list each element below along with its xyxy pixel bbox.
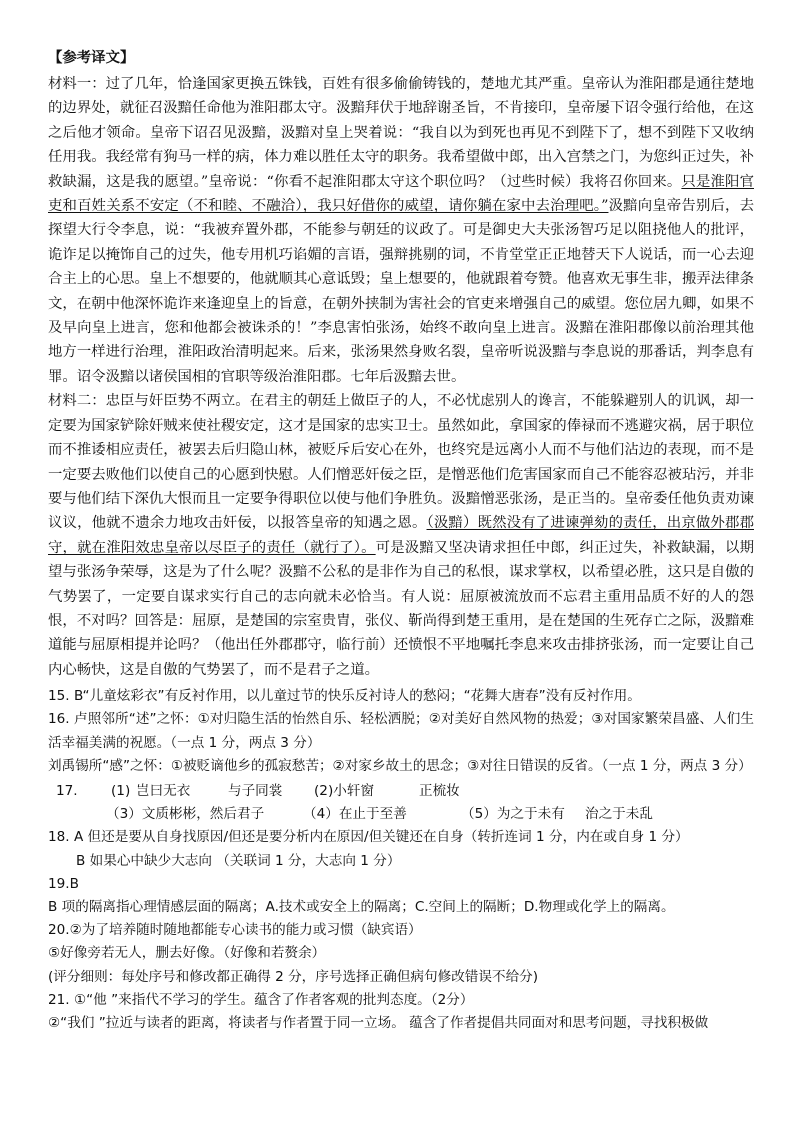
material-two-key-sentence: （汲黯）既然没有了进谏弹劾的责任，出京做外郡郡守，就在淮阳效忠皇帝以尽臣子的责任（就行了）。 — [48, 515, 754, 556]
answer-17-number: 17. — [56, 782, 78, 799]
answer-21-item-2: ②“我们 ”拉近与读者的距离，将读者与作者置于同一立场。 蕴含了作者提倡共同面对和思考问题，寻找积极做 — [48, 1015, 709, 1031]
material-one-key-sentence: 只是淮阳官吏和百姓关系不安定（不和睦、不融洽），我只好借你的威望，请你躺在家中去治理吧。” — [48, 173, 754, 215]
answer-17-row-1 — [48, 780, 754, 803]
material-one-part-c: 汲黯向皇帝告别后，去探望大行令李息，说：“我被弃置外郡，不能参与朝廷的议政了。可是御史大夫张汤智巧足以阻挠他人的批评，诡诈足以掩饰自己的过失，他专用机巧谄媚的言语，强辩挑剔的词，不肯堂堂正正地替天下人说话，而一心去迎合主上的心思。皇上不想要的，他就顺其心意诋毁；皇上想要的，他就跟着夸赞。他喜欢无事生非，搬弄法律条文，在朝中他深怀诡诈来逢迎皇上的旨意，在朝外挟制为害社会的官吏来增强自己的威望。您位居九卿，如果不及早向皇上进言，您和他都会被诛杀的！”李息害怕张汤，始终不敢向皇上进言。汲黯在淮阳郡像以前治理其他地方一样进行治理，淮阳政治清明起来。后来，张汤果然身败名裂，皇帝听说汲黯与李息说的那番话，判李息有罪。诏令汲黯以诸侯国相的官职等级治淮阳郡。七年后汲黯去世。 — [48, 198, 754, 385]
answer-17-item: 与子同裳 — [228, 782, 283, 799]
answer-20-item-2: 20.②为了培养随时随地都能专心读书的能力或习惯（缺宾语） — [48, 922, 422, 939]
answer-17-item: 治之于未乱 — [585, 806, 653, 823]
answer-18-a: 18. A 但还是要从自身找原因/但还是要分析内在原因/但关键还在自身（转折连词 1 分，内在或自身 1 分） — [48, 829, 689, 846]
answer-17-item: （4）在止于至善 — [303, 806, 407, 823]
material-two — [48, 389, 754, 682]
material-one-part-a: 材料一：过了几年，恰逢国家更换五铢钱，百姓有很多偷偷铸钱的，楚地尤其严重。皇帝认为淮阳郡是通往楚地的边界处，就征召汲黯任命他为淮阳郡太守。汲黯拜伏于地辞谢圣旨，不肯接印，皇帝屡下诏令强行给他，在这之后他才领命。皇帝下诏召见汲黯，汲黯对皇上哭着说：“我自以为到死也再见不到陛下了，想不到陛下又收纳任用我。我经常有狗马一样的病，体力难以胜任太守的职务。我希望做中郎，出入宫禁之门，为您纠正过失，补救缺漏，这是我的愿望。”皇帝说：“你看不起淮阳郡太守这个职位吗？（过些时候）我将召你回来。 — [48, 76, 754, 190]
answer-17-item: （5）为之于未有 — [461, 806, 565, 823]
answer-17-item: （3）文质彬彬，然后君子 — [106, 806, 265, 823]
answer-17-item: (1) — [111, 782, 131, 799]
material-two-part-a: 材料二：忠臣与奸臣势不两立。在君主的朝廷上做臣子的人，不必忧虑别人的谗言，不能躲避别人的讥讽，却一定要为国家铲除奸贼来使社稷安定，这才是国家的忠实卫士。虽然如此，拿国家的俸禄而不逃避灾祸，居于职位而不推诿相应责任，被罢去后归隐山林，被贬斥后安心在外，也终究是远离小人而不与他们沾边的表现，而不是一定要去败他们以使自己的心愿到快慰。人们憎恶奸佞之臣，是憎恶他们危害国家而自己不能容忍被玷污，并非要与他们结下深仇大恨而且一定要争得职位以使与他们争胜负。汲黯憎恶张汤，是正当的。皇帝委任他负责劝谏议议，他就不遗余力地攻击奸佞，以报答皇帝的知遇之恩。 — [48, 393, 754, 532]
answer-19-explanation: B 项的隔离指心理情感层面的隔离；A.技术或安全上的隔离；C.空间上的隔断；D.物理或化学上的隔离。 — [48, 898, 675, 915]
answer-19: 19.B — [48, 875, 79, 892]
answer-17-row-2 — [48, 803, 754, 826]
material-two-part-c: 可是汲黯又坚决请求担任中郎，纠正过失，补救缺漏，以期望与张汤争荣辱，这是为了什么呢？汲黯不公私的是非作为自己的私恨，谋求掌权，以希望必胜，这只是自傲的气势罢了，一定要自谋求实行自己的志向就未必恰当。有人说：屈原被流放而不忘君主重用品质不好的人的怨恨，不对吗？回答是：屈原，是楚国的宗室贵胄，张仪、靳尚得到楚王重用，是在楚国的生死存亡之际，汲黯难道能与屈原相提并论吗？（他出任外郡郡守，临行前）还愤恨不平地嘱托李息来攻击排挤张汤，而一定要让自己内心畅快，这是自傲的气势罢了，而不是君子之道。 — [48, 539, 754, 678]
answer-20-scoring: (评分细则：每处序号和修改都正确得 2 分，序号选择正确但病句修改错误不给分) — [48, 968, 539, 985]
answer-20-item-5: ⑤好像旁若无人，删去好像。（好像和若赘余） — [48, 945, 326, 962]
answers — [48, 685, 754, 1035]
answer-17-item: 正梳妆 — [419, 782, 460, 799]
answer-21-item-1: 21. ①“他 ”来指代不学习的学生。蕴含了作者客观的批判态度。（2分） — [48, 991, 474, 1008]
material-one — [48, 72, 754, 389]
answer-16-liu: 刘禹锡所“感”之怀：①被贬谪他乡的孤寂愁苦；②对家乡故土的思念；③对往日错误的反省。（一点 1 分，两点 3 分） — [48, 757, 752, 774]
answer-15: 15. B“儿童炫彩衣”有反衬作用，以儿童过节的快乐反衬诗人的愁闷；“花舞大唐春”没有反衬作用。 — [48, 688, 641, 705]
translation-heading: 【参考译文】 — [48, 49, 135, 66]
answer-17-item: (2)小轩窗 — [314, 782, 375, 799]
answer-17-item: 岂曰无衣 — [136, 782, 191, 799]
answer-18-b: B 如果心中缺少大志向 （关联词 1 分，大志向 1 分） — [76, 852, 401, 869]
answer-16-lu: 16. 卢照邻所“述”之怀：①对归隐生活的怡然自乐、轻松洒脱；②对美好自然风物的热爱；③对国家繁荣昌盛、人们生活幸福美满的祝愿。（一点 1 分，两点 3 分） — [48, 711, 754, 751]
